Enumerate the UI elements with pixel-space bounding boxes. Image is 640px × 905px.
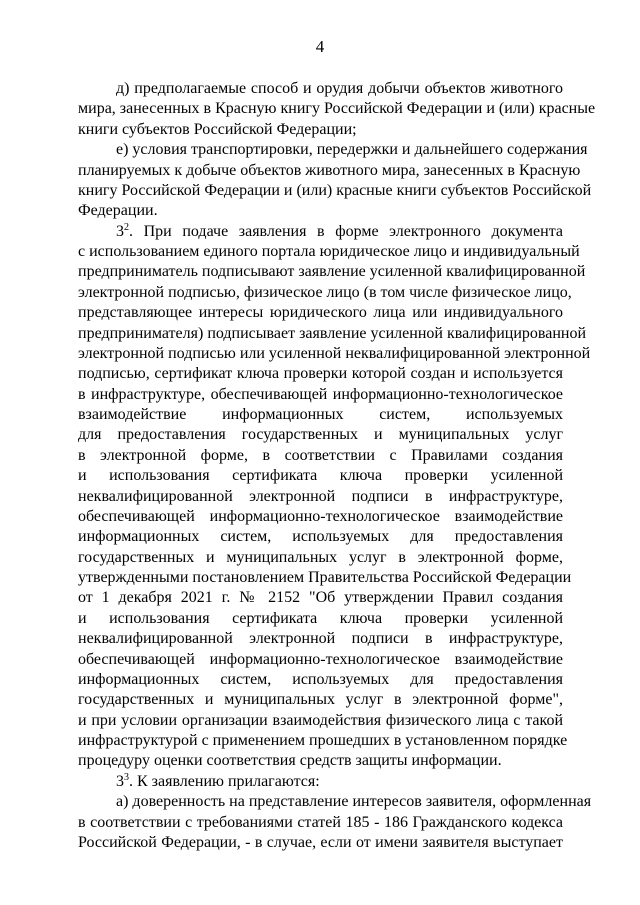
page-number: 4 <box>315 37 325 56</box>
text-line <box>116 222 563 241</box>
text-line <box>78 324 587 343</box>
line-text: Российской Федерации, - в случае, если от имени заявителя выступает <box>78 834 563 851</box>
line-text: процедуру оценки соответствия средств защиты информации. <box>78 752 502 770</box>
text-line <box>78 527 563 546</box>
text-line <box>78 161 581 180</box>
line-text: утвержденными постановлением Правительства Российской Федерации <box>78 569 572 587</box>
line-text: обеспечивающей информационно-технологическое взаимодействие <box>78 507 563 525</box>
text-line <box>78 283 572 302</box>
text-line <box>78 303 563 322</box>
line-text: предпринимателя) подписывает заявление усиленной квалифицированной <box>78 324 587 342</box>
text-line <box>78 731 568 750</box>
text-line <box>78 650 563 669</box>
line-text: е) условия транспортировки, передержки и дальнейшего содержания <box>116 141 588 159</box>
clause-number: 3 <box>116 222 124 240</box>
line-text: для предоставления государственных и муниципальных услуг <box>78 426 563 444</box>
text-line <box>116 79 563 98</box>
clause-dot: . <box>129 222 133 240</box>
line-text: мира, занесенных в Красную книгу Российской Федерации и (или) красные <box>78 100 596 118</box>
line-text: представляющее интересы юридического лица или индивидуального <box>78 304 563 322</box>
line-text: обеспечивающей информационно-технологическое взаимодействие <box>78 650 563 668</box>
line-text: взаимодействие информационных систем, используемых <box>78 406 563 424</box>
text-line <box>78 344 591 363</box>
line-text: планируемых к добыче объектов животного мира, занесенных в Красную <box>78 161 581 179</box>
line-text: неквалифицированной электронной подписи в инфраструктуре, <box>78 487 563 505</box>
line-text: Федерации. <box>78 202 158 220</box>
line-text: д) предполагаемые способ и орудия добычи объектов животного <box>116 80 563 97</box>
line-text: и при условии организации взаимодействия физического лица с такой <box>78 711 563 729</box>
text-line <box>78 568 572 587</box>
text-line <box>78 548 563 567</box>
line-text: электронной подписью или усиленной неквалифицированной электронной <box>78 344 591 362</box>
line-text: подписью, сертификат ключа проверки которой создан и используется <box>78 365 563 383</box>
text-line <box>116 772 563 791</box>
line-text: При подаче заявления в форме электронного документа <box>143 222 564 240</box>
text-line <box>78 751 563 770</box>
line-text: в соответствии с требованиями статей 185 - 186 Гражданского кодекса <box>78 813 563 831</box>
text-line <box>78 262 586 281</box>
line-text: инфраструктурой с применением прошедших в установленном порядке <box>78 732 568 750</box>
text-line <box>78 405 563 424</box>
line-text: государственных и муниципальных услуг в электронной форме", <box>78 691 563 709</box>
line-text: книги субъектов Российской Федерации; <box>78 120 357 138</box>
line-text: неквалифицированной электронной подписи в инфраструктуре, <box>78 630 563 648</box>
line-text: информационных систем, используемых для предоставления <box>78 528 563 546</box>
text-line <box>78 711 563 730</box>
line-text: предприниматель подписывают заявление усиленной квалифицированной <box>78 263 586 281</box>
text-line <box>78 425 563 444</box>
text-line <box>78 120 563 139</box>
text-line <box>78 99 596 118</box>
line-text: К заявлению прилагаются: <box>137 772 320 790</box>
line-text: с использованием единого портала юридическое лицо и индивидуальный <box>78 243 580 261</box>
text-line <box>78 690 563 709</box>
line-text: государственных и муниципальных услуг в электронной форме, <box>78 548 563 566</box>
text-line <box>78 385 563 404</box>
line-text: а) доверенность на представление интересов заявителя, оформленная <box>116 793 592 811</box>
text-line <box>78 588 563 607</box>
line-text: и использования сертификата ключа проверки усиленной <box>78 609 563 627</box>
line-text: и использования сертификата ключа проверки усиленной <box>78 467 563 485</box>
text-line <box>78 466 563 485</box>
text-line <box>78 507 563 526</box>
line-text: в инфраструктуре, обеспечивающей информационно-технологическое <box>78 385 563 403</box>
line-text: информационных систем, используемых для предоставления <box>78 670 563 688</box>
line-text: электронной подписью, физическое лицо (в том числе физическое лицо, <box>78 283 572 301</box>
clause-number: 3 <box>116 772 124 790</box>
clause-dot: . <box>129 772 133 790</box>
line-text: от 1 декабря 2021 г. № 2152 "Об утверждении Правил создания <box>78 589 563 607</box>
line-text: в электронной форме, в соответствии с Правилами создания <box>78 446 563 464</box>
line-text: книгу Российской Федерации и (или) красные книги субъектов Российской <box>78 181 592 199</box>
text-line <box>116 792 592 811</box>
text-line <box>78 364 563 383</box>
clause-superscript: 2 <box>124 221 129 233</box>
text-line <box>78 629 563 648</box>
text-line <box>78 609 563 628</box>
text-line <box>78 446 563 465</box>
text-line <box>78 670 563 689</box>
text-line <box>78 242 580 261</box>
text-line <box>116 140 588 159</box>
text-line <box>78 201 563 220</box>
clause-superscript: 3 <box>124 771 129 783</box>
text-line <box>78 487 563 506</box>
text-line <box>78 181 592 200</box>
text-line <box>78 813 563 832</box>
text-line <box>78 833 563 852</box>
